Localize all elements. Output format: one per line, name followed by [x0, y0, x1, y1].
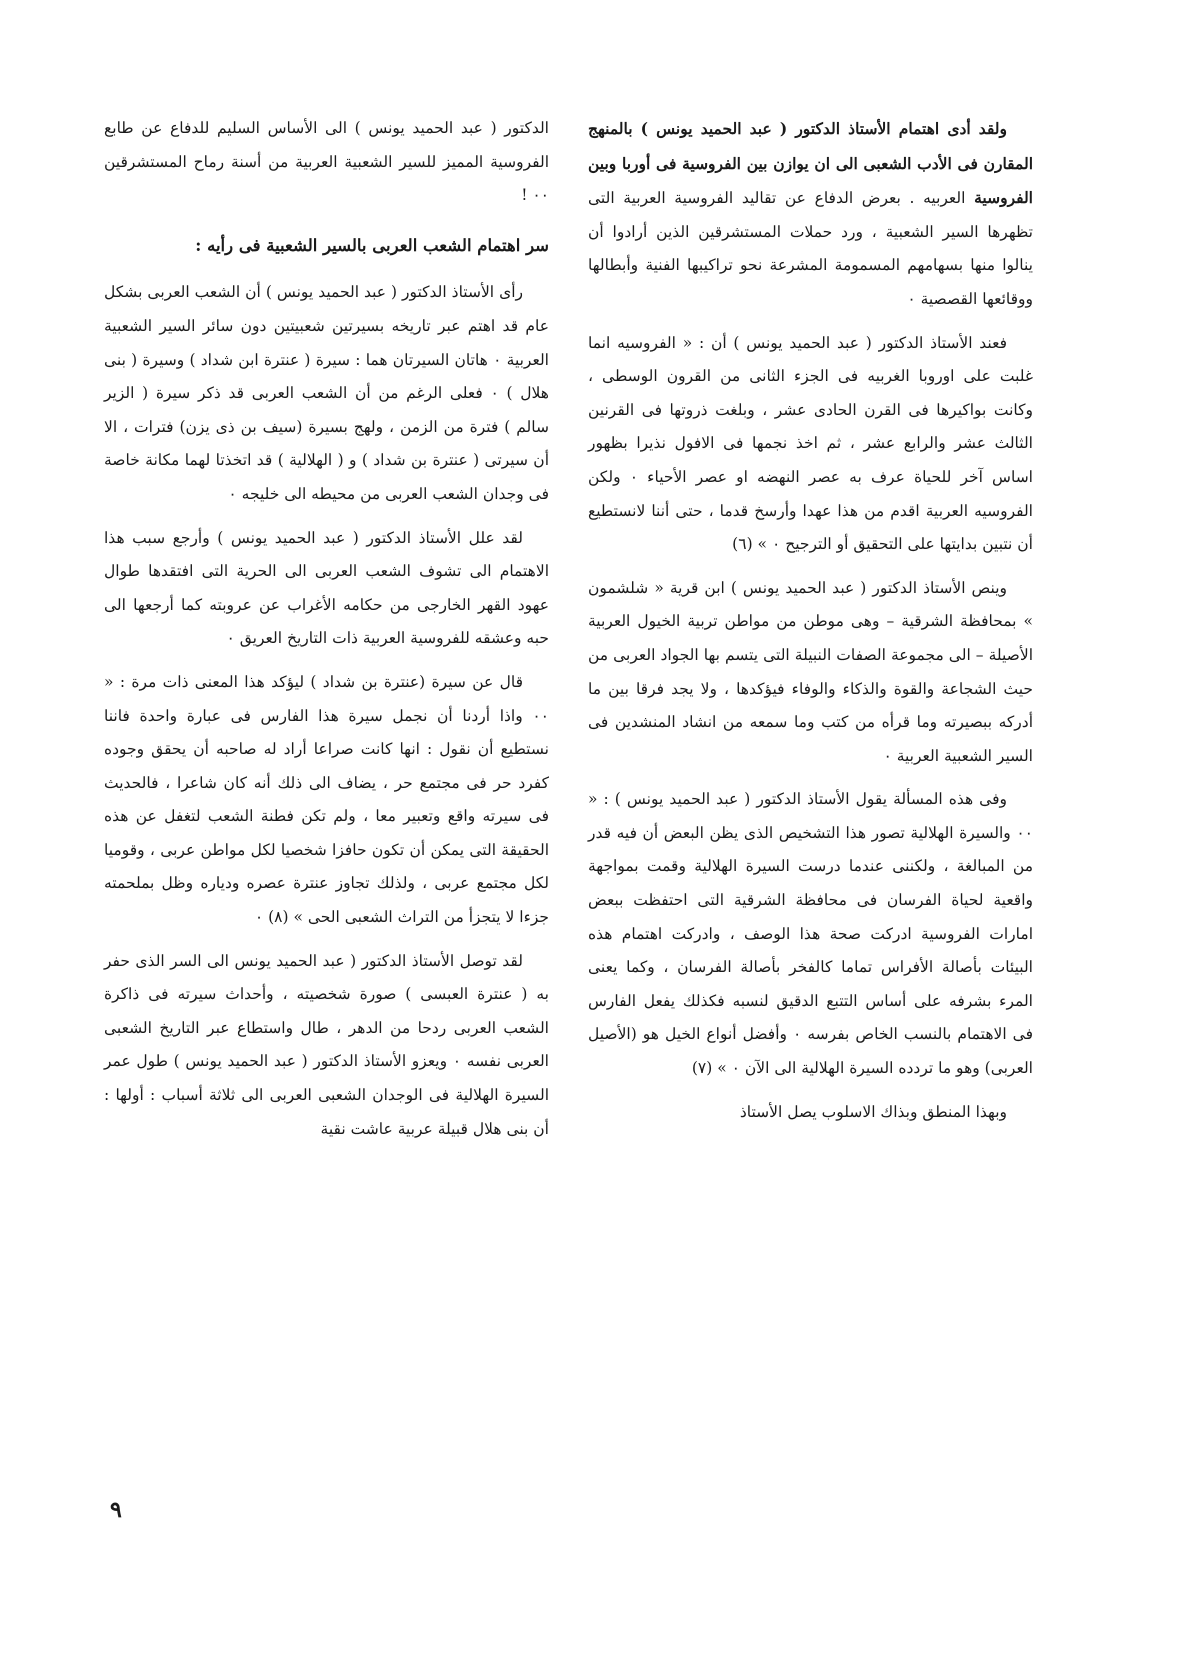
- left-column: [104, 112, 549, 1156]
- right-column: [588, 112, 1033, 1139]
- paragraph-antara-quote: قال عن سيرة (عنترة بن شداد ) ليؤكد هذا المعنى ذات مرة : « ٠٠ واذا أردنا أن نجمل سيرة هذا الفارس فى عبارة واحدة فاننا نستطيع أن نقول : انها كانت صراعا أراد له صاحبه أن يحقق وجوده كفرد حر فى مجتمع حر ، يضاف الى ذلك أنه كان شاعرا ، فالحديث فى سيرته واقع وتعبير معا ، ولم تكن فطنة الشعب لتغفل عن هذه الحقيقة التى يمكن أن تكون حافزا شخصيا لكل مواطن عربى ، وقوميا لكل مجتمع عربى ، ولذلك تجاوز عنترة عصره ودياره وظل بملحمته جزءا لا يتجزأ من التراث الشعبى الحى » (٨) ٠: [104, 672, 549, 927]
- page-number: ٩: [110, 1497, 122, 1523]
- paragraph-fursiya-comparison: [588, 112, 1033, 317]
- paragraph-logic-continues: وبهذا المنطق وبذاك الاسلوب يصل الأستاذ: [739, 1102, 1007, 1121]
- paragraph-freedom-reason: لقد علل الأستاذ الدكتور ( عبد الحميد يونس ) وأرجع سبب هذا الاهتمام الى تشوف الشعب العربى الى الحرية التى افتقدها طوال عهود القهر الخارجى من حكامه الأغراب عن عروبته كما أرجعها الى حبه وعشقه للفروسية العربية ذات التاريخ العريق ٠: [104, 528, 549, 648]
- paragraph-european-fursiya: فعند الأستاذ الدكتور ( عبد الحميد يونس ) أن : « الفروسيه انما غلبت على اوروبا الغربيه فى الجزء الثانى من القرون الوسطى ، وكانت بواكيرها فى القرن الحادى عشر ، وبلغت ذروتها فى القرنين الثالث عشر والرابع عشر ، ثم اخذ نجمها فى الافول نذيرا بظهور اساس آخر للحياة عرف به عصر النهضه او عصر الأحياء ٠ ولكن الفروسيه العربية اقدم من هذا عهدا وأرسخ قدما ، حتى أننا لانستطيع أن نتبين بدايتها على التحقيق أو الترجيح ٠ » (٦): [588, 333, 1033, 554]
- paragraph-lead-bold: ولقد أدى اهتمام الأستاذ الدكتور ( عبد الحميد يونس ) بالمنهج المقارن فى الأدب الشعبى الى ان يوازن بين الفروسية فى أوربا وبين الفروسية: [588, 119, 1033, 208]
- paragraph-hilali-epic: وفى هذه المسألة يقول الأستاذ الدكتور ( عبد الحميد يونس ) : « ٠٠ والسيرة الهلالية تصور هذا التشخيص الذى يظن البعض أن فيه قدر من المبالغة ، ولكننى عندما درست السيرة الهلالية وقمت بمواجهة واقعية لحياة الفرسان فى محافظة الشرقية التى احتفظت ببعض امارات الفروسية ادركت صحة هذا الوصف ، وادركت اهتمام هذه البيئات بأصالة الأفراس تماما كالفخر بأصالة الفرسان ، وكما يعنى المرء بشرفه على أساس التتبع الدقيق لنسبه فكذلك يفعل الفارس فى الاهتمام بالنسب الخاص بفرسه ٠ وأفضل أنواع الخيل هو (الأصيل العربى) وهو ما تردده السيرة الهلالية الى الآن ٠ » (٧): [588, 790, 1033, 1078]
- paragraph-antara-memory: لقد توصل الأستاذ الدكتور ( عبد الحميد يونس الى السر الذى حفر به ( عنترة العبسى ) صورة شخصيته ، وأحداث سيرته فى ذاكرة الشعب العربى ردحا من الدهر ، طال واستطاع عبر التاريخ الشعبى العربى نفسه ٠ ويعزو الأستاذ الدكتور ( عبد الحميد يونس ) طول عمر السيرة الهلالية فى الوجدان الشعبى العربى الى ثلاثة أسباب : أولها : أن بنى هلال قبيلة عربية عاشت نقية: [104, 951, 549, 1138]
- paragraph-arabian-horse: وينص الأستاذ الدكتور ( عبد الحميد يونس ) ابن قرية « شلشمون » بمحافظة الشرقية – وهى موطن من مواطن تربية الخيول العربية الأصيلة – الى مجموعة الصفات النبيلة التى يتسم بها الجواد العربى من حيث الشجاعة والقوة والذكاء والوفاء فيؤكدها ، ولا يجد فرقا بين ما أدركه ببصيرته وما قرأه من كتب وما سمعه من انشاد المنشدين فى السير الشعبية العربية ٠: [588, 578, 1033, 765]
- paragraph-two-epics: رأى الأستاذ الدكتور ( عبد الحميد يونس ) أن الشعب العربى بشكل عام قد اهتم عبر تاريخه بسيرتين شعبيتين دون سائر السير الشعبية العربية ٠ هاتان السيرتان هما : سيرة ( عنترة ابن شداد ) وسيرة ( بنى هلال ) ٠ فعلى الرغم من أن الشعب العربى قد ذكر سيرة ( الزير سالم ) فترة من الزمن ، ولهج بسيرة (سيف بن ذى يزن) فترات ، الا أن سيرتى ( عنترة بن شداد ) و ( الهلالية ) قد اتخذتا لهما مكانة خاصة فى وجدان الشعب العربى من محيطه الى خليجه ٠: [104, 283, 549, 503]
- paragraph-lead-rest: العربيه . بعرض الدفاع عن تقاليد الفروسية العربية التى تظهرها السير الشعبية ، ورد حملات المستشرقين الذين أرادوا أن ينالوا منها بسهامهم المسمومة المشرعة نحو تراكيبها الفنية وأبطالها ووقائعها القصصية ٠: [588, 189, 1033, 308]
- section-heading: سر اهتمام الشعب العربى بالسير الشعبية فى رأيه :: [195, 235, 549, 255]
- paragraph-continuation: الدكتور ( عبد الحميد يونس ) الى الأساس السليم للدفاع عن طابع الفروسية المميز للسير الشعبية العربية من أسنة رماح المستشرقين ٠٠ !: [104, 119, 549, 205]
